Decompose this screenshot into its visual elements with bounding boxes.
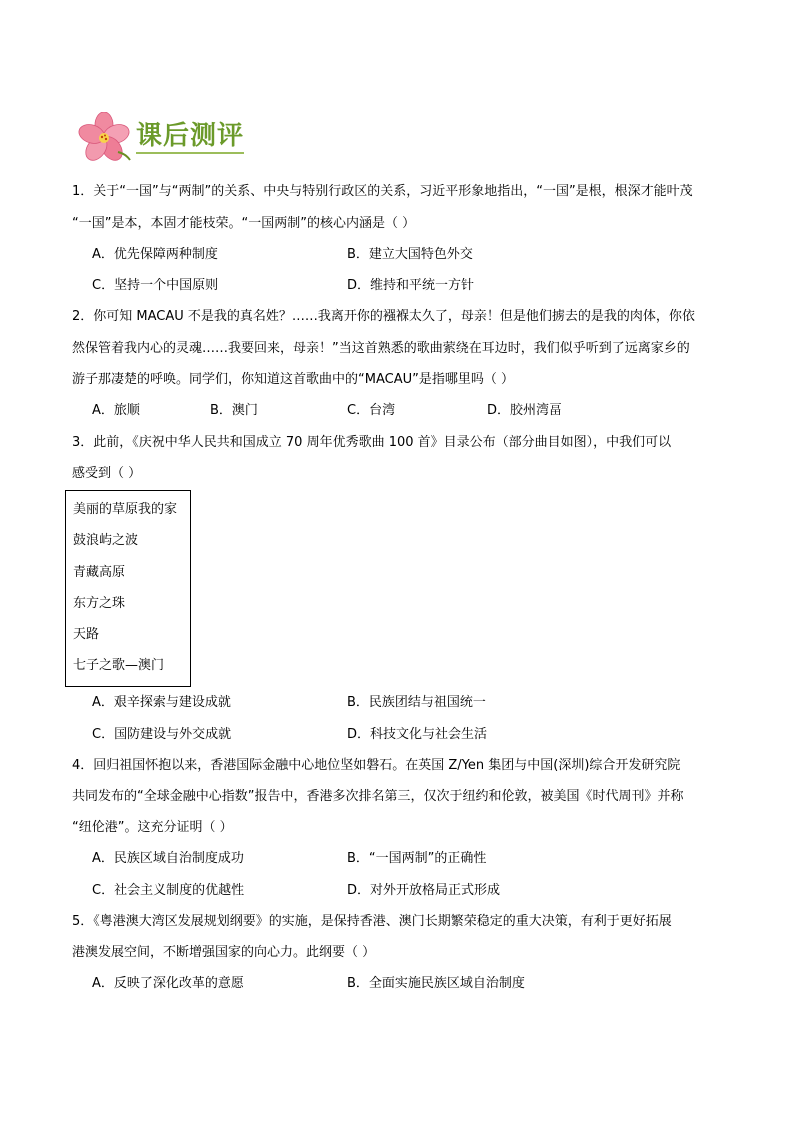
section-title: 课后测评 (136, 120, 244, 154)
question-4-option-d[interactable]: D．对外开放格局正式形成 (347, 883, 501, 898)
question-2-line-2: 然保管着我内心的灵魂……我要回来，母亲！”当这首熟悉的歌曲萦绕在耳边时，我们似乎听到了远离家乡的 (72, 341, 690, 356)
song-item: 青藏高原 (73, 565, 126, 580)
question-3-line-2: 感受到（ ） (72, 466, 142, 481)
question-4-line-3: “纽伦港”。这充分证明（ ） (72, 820, 233, 835)
question-2-option-b[interactable]: B．澳门 (210, 403, 258, 418)
question-1-option-c[interactable]: C．坚持一个中国原则 (92, 278, 219, 293)
question-1-line-1: 1．关于“一国”与“两制”的关系、中央与特别行政区的关系，习近平形象地指出，“一国”是根，根深才能叶茂 (72, 184, 693, 199)
song-list-box (65, 490, 191, 687)
question-1-option-b[interactable]: B．建立大国特色外交 (347, 247, 473, 262)
question-5-option-b[interactable]: B．全面实施民族区域自治制度 (347, 976, 525, 991)
question-4-line-2: 共同发布的“全球金融中心指数”报告中，香港多次排名第三，仅次于纽约和伦敦，被美国《时代周刊》并称 (72, 789, 684, 804)
song-item: 东方之珠 (73, 596, 126, 611)
question-3-line-1: 3．此前，《庆祝中华人民共和国成立 70 周年优秀歌曲 100 首》目录公布（部分曲目如图），中我们可以 (72, 435, 672, 450)
question-2-line-3: 游子那凄楚的呼唤。同学们，你知道这首歌曲中的“MACAU”是指哪里吗（ ） (72, 372, 514, 387)
question-3-option-d[interactable]: D．科技文化与社会生活 (347, 727, 488, 742)
question-2-option-a[interactable]: A．旅顺 (92, 403, 140, 418)
song-item: 七子之歌—澳门 (73, 658, 165, 673)
question-4-option-b[interactable]: B．“一国两制”的正确性 (347, 851, 487, 866)
song-item: 美丽的草原我的家 (73, 502, 178, 517)
question-2-line-1: 2．你可知 MACAU 不是我的真名姓？……我离开你的襁褓太久了，母亲！但是他们掳去的是我的肉体，你依 (72, 309, 695, 324)
question-4-option-c[interactable]: C．社会主义制度的优越性 (92, 883, 245, 898)
question-2-option-d[interactable]: D．胶州湾畐 (487, 403, 563, 418)
song-item: 鼓浪屿之波 (73, 533, 139, 548)
question-5-option-a[interactable]: A．反映了深化改革的意愿 (92, 976, 244, 991)
question-1-line-2: “一国”是本，本固才能枝荣。“一国两制”的核心内涵是（ ） (72, 216, 416, 231)
question-1-option-a[interactable]: A．优先保障两种制度 (92, 247, 218, 262)
question-3-option-b[interactable]: B．民族团结与祖国统一 (347, 695, 486, 710)
question-2-option-c[interactable]: C．台湾 (347, 403, 396, 418)
question-1-option-d[interactable]: D．维持和平统一方针 (347, 278, 475, 293)
question-4-option-a[interactable]: A．民族区域自治制度成功 (92, 851, 244, 866)
question-5-line-1: 5．《粤港澳大湾区发展规划纲要》的实施，是保持香港、澳门长期繁荣稳定的重大决策，有利于更好拓展 (72, 914, 672, 929)
question-4-line-1: 4．回归祖国怀抱以来，香港国际金融中心地位坚如磐石。在英国 Z/Yen 集团与中国(深圳)综合开发研究院 (72, 758, 681, 773)
section-header (78, 112, 244, 162)
flower-icon (78, 112, 134, 162)
song-item: 天路 (73, 627, 100, 642)
question-3-option-c[interactable]: C．国防建设与外交成就 (92, 727, 232, 742)
question-5-line-2: 港澳发展空间，不断增强国家的向心力。此纲要（ ） (72, 945, 376, 960)
question-3-option-a[interactable]: A．艰辛探索与建设成就 (92, 695, 231, 710)
